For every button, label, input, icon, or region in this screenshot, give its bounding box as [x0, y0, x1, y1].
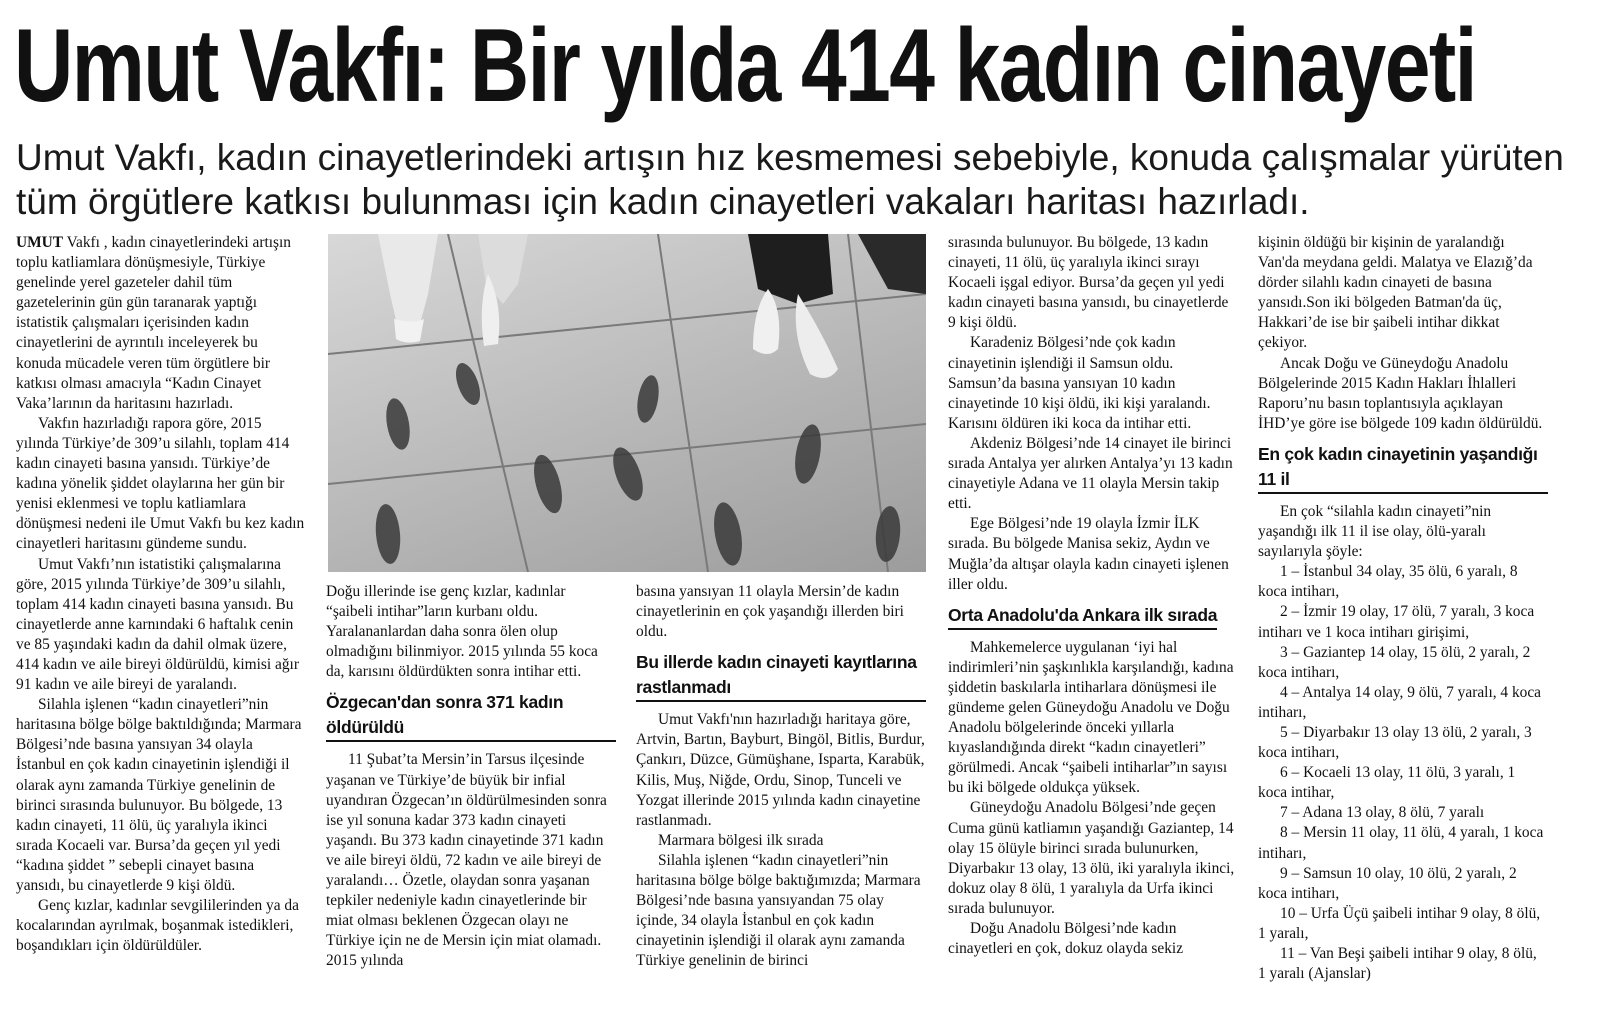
article-column-1 — [16, 233, 306, 1019]
paragraph: Silahla işlenen “kadın cinayetleri”nin haritasına bölge bölge baktıldığında; Marmara Bölgesi’nde basına yansıyan 34 olayla İstanbul en çok kadın cinayetinin işlendiği il olarak aynı zamanda Türkiye genelinin de birinci sırasında bulunuyor. Bu bölgede, 13 kadın cinayeti, 11 ölü, üç yaralıyla ikinci sırada Kocaeli var. Bursa’da geçen yıl yedi “kadına şiddet ” sebepli cinayet basına yansıdı, bu cinayetlerde 9 kişi öldü. — [16, 696, 302, 894]
subheadline: Umut Vakfı, kadın cinayetlerindeki artışın hız kesmemesi sebebiyle, konuda çalışmalar yürüten tüm örgütlere katkısı bulunması için kadın cinayetleri vakaları haritası hazırladı. — [16, 137, 1564, 222]
list-item: 2 – İzmir 19 olay, 17 ölü, 7 yaralı, 3 koca intiharı ve 1 koca intiharı girişimi, — [1258, 603, 1535, 641]
article-column-4 — [948, 233, 1238, 1019]
paragraph: Güneydoğu Anadolu Bölgesi’nde geçen Cuma günü katliamın yaşandığı Gaziantep, 14 olay 15 ölüyle birinci sırada bulunurken, Diyarbakır 13 olay, 13 ölü, iki yaralıyla ikinci, dokuz olay 8 ölü, 1 yaralıyla da Urfa ikinci sırada bulunuyor. — [948, 799, 1235, 917]
footprints-illustration — [328, 234, 926, 572]
footprints — [373, 360, 902, 568]
paragraph: Karadeniz Bölgesi’nde çok kadın cinayetinin işlendiği il Samsun oldu. Samsun’da basına yansıyan 10 kadın cinayetinde 10 kişi öldü, iki kişi yaralandı. Karısını öldüren iki koca da intihar etti. — [948, 334, 1211, 432]
legs — [378, 234, 926, 378]
list-item: 8 – Mersin 11 olay, 11 ölü, 4 yaralı, 1 koca intiharı, — [1258, 824, 1544, 862]
paragraph: En çok “silahla kadın cinayeti”nin yaşandığı ilk 11 il ise olay, ölü-yaralı sayılarıyla şöyle: — [1258, 502, 1492, 561]
list-item: 7 – Adana 13 olay, 8 ölü, 7 yaralı — [1280, 804, 1485, 822]
article-column-5 — [1258, 233, 1548, 1019]
paragraph: Vakfın hazırladığı rapora göre, 2015 yılında Türkiye’de 309’u silahlı, toplam 414 kadın cinayeti basına yansıdı. Türkiye’de kadına yönelik şiddet olaylarına her gün bir yenisi eklenmesi ve toplu katliamlara dönüşmesi nedeni ile Umut Vakfı bu kez kadın cinayetleri haritasını gündeme sundu. — [16, 414, 305, 553]
paragraph: kişinin öldüğü bir kişinin de yaralandığı Van'da meydana geldi. Malatya ve Elazığ’da dörder silahlı kadın cinayeti de basına yansıdı.Son iki bölgeden Batman'da üç, Hakkari’de ise bir şaibeli intihar dikkat çekiyor. — [1258, 234, 1533, 352]
section-heading: Özgecan'dan sonra 371 kadın öldürüldü — [326, 690, 616, 742]
footprints-photo — [328, 234, 926, 572]
paragraph: Umut Vakfı'nın hazırladığı haritaya göre, Artvin, Bartın, Bayburt, Bingöl, Bitlis, Burdur, Çankırı, Düzce, Gümüşhane, Isparta, Karabük, Kilis, Muş, Niğde, Ordu, Sinop, Tunceli ve Yozgat illerinde 2015 yılında kadın cinayetine rastlanmadı. — [636, 711, 925, 829]
paragraph: Genç kızlar, kadınlar sevgililerinden ya da kocalarından ayrılmak, boşanmak istedikleri, boşandıkları için öldürüldüler. — [16, 897, 299, 955]
article-column-2 — [326, 582, 616, 1019]
list-item: 4 – Antalya 14 olay, 9 ölü, 7 yaralı, 4 koca intiharı, — [1258, 683, 1542, 721]
paragraph: Mahkemelerce uygulanan ‘iyi hal indirimleri’nin şaşkınlıkla karşılandığı, kadına şiddetin baskılarla intiharlara dönüşmesi ile gündeme gelen Güneydoğu Anadolu ve Doğu Anadolu bölgelerinde önceki yıllarla kıyaslandığında direkt “kadın cinayetleri” görülmedi. Ancak “şaibeli intiharlar”ın sayısı bu iki bölgede oldukça yüksek. — [948, 638, 1234, 797]
section-heading: Bu illerde kadın cinayeti kayıtlarına rastlanmadı — [636, 650, 926, 702]
paragraph — [16, 233, 306, 414]
list-item: 11 – Van Beşi şaibeli intihar 9 olay, 8 ölü, 1 yaralı (Ajanslar) — [1258, 945, 1537, 983]
paragraph: basına yansıyan 11 olayla Mersin’de kadın cinayetlerinin en çok yaşandığı illerden biri oldu. — [636, 583, 904, 641]
paragraph: Doğu Anadolu Bölgesi’nde kadın cinayetleri en çok, dokuz olayda sekiz — [948, 920, 1184, 958]
paragraph: 11 Şubat’ta Mersin’in Tarsus ilçesinde yaşanan ve Türkiye’de büyük bir infial uyandıran Özgecan’ın öldürülmesinden sonra ise yıl sonuna kadar 373 kadın cinayeti yaşandı. Bu 373 kadın cinayetinde 371 kadın ve aile bireyi öldü, 72 kadın ve aile bireyi de yaralandı… Özetle, olaydan sonra yaşanan tepkiler nedeniyle kadın cinayetlerinde bir miat olması beklenen Özgecan olayı ne Türkiye için ne de Mersin için miat olamadı. 2015 yılında — [326, 751, 607, 970]
section-heading: En çok kadın cinayetinin yaşandığı 11 il — [1258, 442, 1548, 494]
list-item: 6 – Kocaeli 13 olay, 11 ölü, 3 yaralı, 1 koca intihar, — [1258, 764, 1516, 802]
paragraph: Akdeniz Bölgesi’nde 14 cinayet ile birinci sırada Antalya yer alırken Antalya’yı 13 kadın cinayetiyle Adana ve 11 olayla Mersin takip etti. — [948, 434, 1233, 513]
list-item: 5 – Diyarbakır 13 olay 13 ölü, 2 yaralı, 3 koca intiharı, — [1258, 723, 1532, 762]
article-column-3 — [636, 582, 926, 1019]
list-item: 3 – Gaziantep 14 olay, 15 ölü, 2 yaralı, 2 koca intiharı, — [1258, 643, 1531, 681]
list-item: 10 – Urfa Üçü şaibeli intihar 9 olay, 8 ölü, 1 yaralı, — [1258, 904, 1541, 942]
paragraph-text: Vakfı , kadın cinayetlerindeki artışın toplu katliamlara dönüşmesiyle, Türkiye genelinde yerel gazeteler dahil tüm gazetelerinin gün gün taranarak yaptığı istatistik çalışmaları içerisinden kadın cinayetlerini de ayrıntılı inceleyerek bu konuda mücadele veren tüm örgütlere bir katkısı olması amacıyla “Kadın Cinayet Vaka’larının da haritasını hazırladı. — [16, 234, 291, 412]
paragraph: Silahla işlenen “kadın cinayetleri”nin haritasına bölge bölge baktığımızda; Marmara Bölgesi’nde basına yansıyandan 75 olay içinde, 34 olayla İstanbul en çok kadın cinayetinin işlendiği il olarak aynı zamanda Türkiye genelinin de birinci — [636, 851, 921, 970]
paragraph: Umut Vakfı’nın istatistiki çalışmalarına göre, 2015 yılında Türkiye’de 309’u silahlı, toplam 414 kadın cinayeti basına yansıdı. Bu cinayetlerde anne karnındaki 6 haftalık cenin ve 85 yaşındaki kadın da dahil olmak üzere, 414 kadın ve aile bireyi öldürüldü, kimisi ağır 91 kadın ve aile bireyi de yaralandı. — [16, 555, 299, 694]
lead-word: UMUT — [16, 234, 64, 251]
list-item: 9 – Samsun 10 olay, 10 ölü, 2 yaralı, 2 koca intiharı, — [1258, 864, 1517, 902]
section-heading: Orta Anadolu'da Ankara ilk sırada — [948, 603, 1217, 630]
paragraph: Marmara bölgesi ilk sırada — [658, 831, 824, 849]
paragraph: Ancak Doğu ve Güneydoğu Anadolu Bölgelerinde 2015 Kadın Hakları İhlalleri Raporu’nu basın toplantısıyla açıklayan İHD’ye göre ise bölgede 109 kadın öldürüldü. — [1258, 354, 1543, 432]
paragraph: Doğu illerinde ise genç kızlar, kadınlar “şaibeli intihar”ların kurbanı oldu. Yaralananlardan daha sonra ölen olup olmadığını bilinmiyor. 2015 yılında 55 koca da, karısını öldürdükten sonra intihar etti. — [326, 583, 598, 681]
paragraph: Ege Bölgesi’nde 19 olayla İzmir İLK sırada. Bu bölgede Manisa sekiz, Aydın ve Muğla’da altışar olayla kadın cinayeti işlenen iller oldu. — [948, 515, 1229, 593]
paragraph: sırasında bulunuyor. Bu bölgede, 13 kadın cinayeti, 11 ölü, üç yaralıyla ikinci sırayı Kocaeli işgal ediyor. Bursa’da geçen yıl yedi kadın cinayeti basına yansıdı, bu cinayetlerde 9 kişi öldü. — [948, 234, 1229, 332]
headline: Umut Vakfı: Bir yılda 414 kadın cinayeti — [14, 8, 1476, 124]
list-item: 1 – İstanbul 34 olay, 35 ölü, 6 yaralı, 8 koca intiharı, — [1258, 563, 1518, 601]
